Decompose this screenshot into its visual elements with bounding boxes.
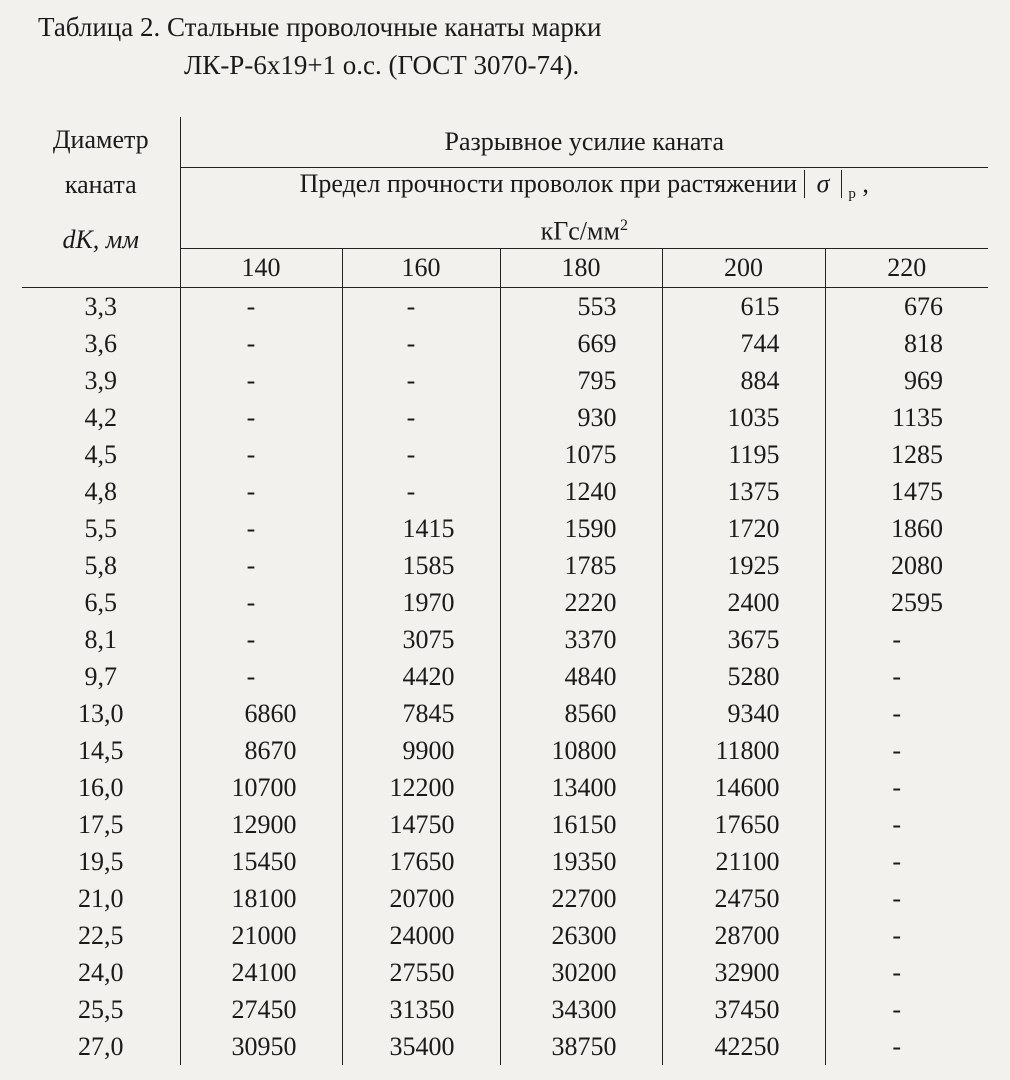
force-cell: 795	[500, 362, 662, 399]
title-line-2: ЛК-Р-6х19+1 о.с. (ГОСТ 3070-74).	[184, 50, 580, 80]
force-cell: 32900	[662, 954, 825, 991]
force-cell: 1415	[342, 510, 500, 547]
force-cell: 818	[904, 328, 944, 358]
diameter-cell: 5,5	[22, 510, 180, 547]
force-cell: 9340	[662, 695, 825, 732]
diameter-label-1: Диаметр	[52, 125, 149, 154]
force-cell: 11800	[662, 732, 825, 769]
force-cell: 19350	[500, 843, 662, 880]
force-cell: 15450	[180, 843, 342, 880]
tensile-strength-header	[180, 168, 988, 249]
diameter-header	[22, 117, 180, 287]
force-cell: 16150	[500, 806, 662, 843]
force-cell: 12900	[180, 806, 342, 843]
grade-header: 140	[180, 248, 342, 287]
force-cell: 34300	[500, 991, 662, 1028]
force-cell: 669	[500, 325, 662, 362]
force-cell: -	[892, 883, 902, 913]
grade-header: 220	[825, 248, 988, 287]
force-cell: -	[180, 584, 342, 621]
force-cell: 14750	[342, 806, 500, 843]
force-cell: 969	[904, 365, 944, 395]
table-row	[22, 880, 988, 917]
force-cell: 42250	[662, 1028, 825, 1065]
table-row	[22, 843, 988, 880]
diameter-cell: 21,0	[22, 880, 180, 917]
force-cell: 1135	[891, 402, 944, 432]
force-cell: -	[180, 621, 342, 658]
table-row	[22, 473, 988, 510]
force-cell: -	[892, 809, 902, 839]
force-cell: -	[892, 698, 902, 728]
table-row	[22, 658, 988, 695]
diameter-cell: 16,0	[22, 769, 180, 806]
force-cell: 30950	[180, 1028, 342, 1065]
table-row	[22, 1028, 988, 1065]
sigma-subscript: р	[848, 186, 856, 203]
force-cell: 35400	[342, 1028, 500, 1065]
force-cell: 676	[904, 291, 944, 321]
table-row	[22, 325, 988, 362]
force-cell: 21100	[662, 843, 825, 880]
force-cell: 17650	[662, 806, 825, 843]
table-body	[22, 287, 988, 1065]
force-cell: -	[180, 510, 342, 547]
table-title	[38, 8, 602, 84]
force-cell: -	[342, 399, 500, 436]
force-cell: 10800	[500, 732, 662, 769]
force-cell: 22700	[500, 880, 662, 917]
force-cell: -	[180, 436, 342, 473]
diameter-cell: 3,9	[22, 362, 180, 399]
force-cell: 7845	[342, 695, 500, 732]
force-cell: 26300	[500, 917, 662, 954]
force-cell: 2080	[891, 550, 944, 580]
force-cell: -	[180, 658, 342, 695]
force-cell: 1075	[500, 436, 662, 473]
diameter-cell: 19,5	[22, 843, 180, 880]
force-cell: 1195	[662, 436, 825, 473]
table-row	[22, 584, 988, 621]
force-cell: 2595	[891, 587, 944, 617]
force-cell: 2400	[662, 584, 825, 621]
force-cell: 1590	[500, 510, 662, 547]
force-cell: 1720	[662, 510, 825, 547]
unit-exponent: 2	[619, 217, 628, 235]
force-cell: 3370	[500, 621, 662, 658]
force-cell: 18100	[180, 880, 342, 917]
force-cell: 6860	[180, 695, 342, 732]
diameter-cell: 8,1	[22, 621, 180, 658]
force-cell: -	[342, 362, 500, 399]
force-cell: -	[180, 547, 342, 584]
force-cell: 1475	[891, 476, 944, 506]
force-cell: 1285	[891, 439, 944, 469]
table-row	[22, 917, 988, 954]
strength-comma: ,	[862, 169, 869, 198]
force-cell: 27550	[342, 954, 500, 991]
force-cell: -	[180, 399, 342, 436]
force-cell: -	[892, 994, 902, 1024]
table-row	[22, 769, 988, 806]
force-cell: 4840	[500, 658, 662, 695]
tensile-strength-text: Предел прочности проволок при растяжении	[299, 169, 798, 198]
force-cell: -	[342, 287, 500, 325]
table-row	[22, 547, 988, 584]
diameter-cell: 24,0	[22, 954, 180, 991]
force-cell: 38750	[500, 1028, 662, 1065]
force-cell: 1240	[500, 473, 662, 510]
force-cell: 1925	[662, 547, 825, 584]
force-cell: 8560	[500, 695, 662, 732]
force-cell: 12200	[342, 769, 500, 806]
table-row	[22, 287, 988, 325]
force-cell: -	[892, 772, 902, 802]
diameter-cell: 13,0	[22, 695, 180, 732]
force-cell: -	[892, 624, 902, 654]
force-cell: 3675	[662, 621, 825, 658]
force-cell: 8670	[180, 732, 342, 769]
force-cell: 553	[500, 287, 662, 325]
diameter-cell: 4,2	[22, 399, 180, 436]
grade-header: 200	[662, 248, 825, 287]
grade-header: 160	[342, 248, 500, 287]
diameter-cell: 17,5	[22, 806, 180, 843]
force-cell: 1375	[662, 473, 825, 510]
force-cell: 2220	[500, 584, 662, 621]
rope-table	[22, 117, 988, 1065]
force-cell: -	[892, 735, 902, 765]
force-cell: 30200	[500, 954, 662, 991]
breaking-force-header: Разрывное усилие каната	[180, 117, 988, 168]
diameter-cell: 3,6	[22, 325, 180, 362]
force-cell: 20700	[342, 880, 500, 917]
force-cell: -	[892, 846, 902, 876]
diameter-cell: 25,5	[22, 991, 180, 1028]
force-cell: -	[180, 473, 342, 510]
force-cell: 13400	[500, 769, 662, 806]
force-cell: 21000	[180, 917, 342, 954]
diameter-cell: 6,5	[22, 584, 180, 621]
force-cell: 5280	[662, 658, 825, 695]
table-row	[22, 806, 988, 843]
grade-header: 180	[500, 248, 662, 287]
table-row	[22, 621, 988, 658]
force-cell: 10700	[180, 769, 342, 806]
diameter-symbol: dК, мм	[62, 225, 139, 254]
force-cell: 930	[500, 399, 662, 436]
sigma-symbol: σ	[804, 170, 843, 198]
diameter-cell: 22,5	[22, 917, 180, 954]
diameter-cell: 4,5	[22, 436, 180, 473]
force-cell: 14600	[662, 769, 825, 806]
force-cell: 24100	[180, 954, 342, 991]
table-row	[22, 362, 988, 399]
diameter-cell: 9,7	[22, 658, 180, 695]
force-cell: -	[342, 325, 500, 362]
force-cell: 3075	[342, 621, 500, 658]
force-cell: 24750	[662, 880, 825, 917]
force-cell: -	[892, 661, 902, 691]
force-cell: -	[180, 325, 342, 362]
force-cell: 1035	[662, 399, 825, 436]
force-cell: 24000	[342, 917, 500, 954]
table-row	[22, 510, 988, 547]
force-cell: -	[342, 436, 500, 473]
force-cell: 744	[662, 325, 825, 362]
force-cell: 615	[662, 287, 825, 325]
force-cell: 1860	[891, 513, 944, 543]
unit-label: кГс/мм	[540, 216, 620, 246]
force-cell: 1585	[342, 547, 500, 584]
force-cell: 4420	[342, 658, 500, 695]
force-cell: 9900	[342, 732, 500, 769]
force-cell: -	[892, 957, 902, 987]
force-cell: 1970	[342, 584, 500, 621]
force-cell: 37450	[662, 991, 825, 1028]
diameter-cell: 27,0	[22, 1028, 180, 1065]
force-cell: -	[892, 920, 902, 950]
force-cell: 17650	[342, 843, 500, 880]
force-cell: 31350	[342, 991, 500, 1028]
diameter-cell: 5,8	[22, 547, 180, 584]
force-cell: 884	[662, 362, 825, 399]
table-row	[22, 991, 988, 1028]
table-row	[22, 954, 988, 991]
force-cell: 27450	[180, 991, 342, 1028]
force-cell: 1785	[500, 547, 662, 584]
force-cell: -	[342, 473, 500, 510]
title-line-1: Таблица 2. Стальные проволочные канаты марки	[38, 12, 602, 42]
force-cell: -	[180, 362, 342, 399]
diameter-cell: 4,8	[22, 473, 180, 510]
table-row	[22, 732, 988, 769]
force-cell: 28700	[662, 917, 825, 954]
table-row	[22, 695, 988, 732]
table-row	[22, 399, 988, 436]
force-cell: -	[892, 1031, 902, 1061]
table-row	[22, 436, 988, 473]
force-cell: -	[180, 287, 342, 325]
diameter-cell: 14,5	[22, 732, 180, 769]
diameter-label-2: каната	[64, 170, 137, 199]
diameter-cell: 3,3	[22, 287, 180, 325]
